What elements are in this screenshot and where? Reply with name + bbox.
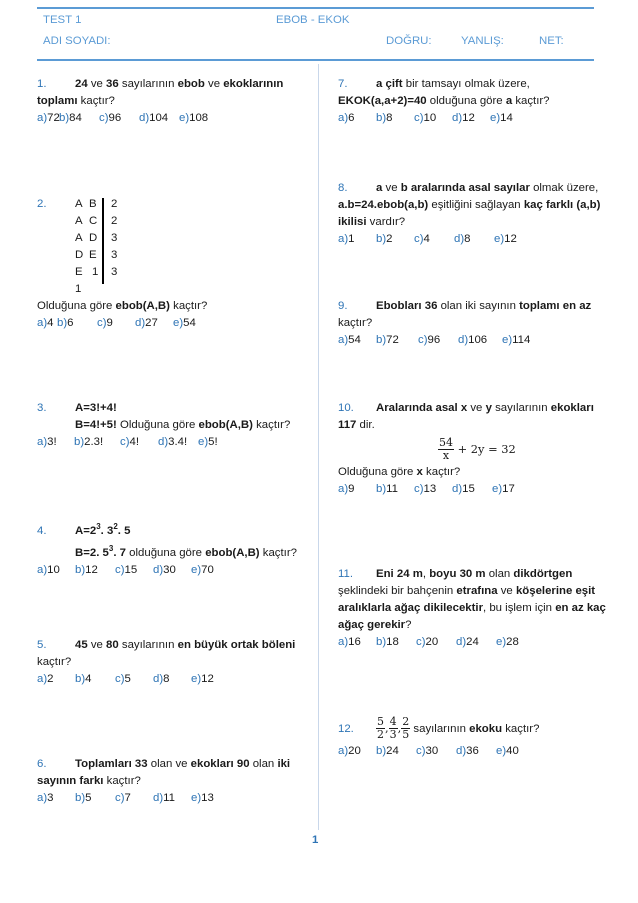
ladder-cell: E [89,249,97,261]
option-e [173,315,209,332]
option-d [153,562,191,579]
option-d [153,671,191,688]
option-e [191,562,227,579]
expr-b: B=4!+5! [75,419,117,431]
option-letter: b) [376,483,387,495]
option-c [414,481,452,498]
option-value: 12 [201,673,214,685]
option-d [135,315,173,332]
option-value: 3.4! [168,436,188,448]
ladder-bar [102,198,104,284]
option-e [496,634,532,651]
option-d [454,231,494,248]
page-number: 1 [312,834,319,846]
option-value: 72 [386,334,399,346]
option-letter: e) [496,636,507,648]
option-value: 2 [47,673,54,685]
option-value: 96 [427,334,441,346]
subject-title: EBOB - EKOK [276,14,350,26]
option-e [496,743,532,760]
option-value: 3! [47,436,57,448]
options [338,110,608,127]
options [37,562,305,579]
option-b [59,110,99,127]
option-c [120,434,158,451]
question-number: 9. [338,300,348,312]
option-value: 24 [386,745,399,757]
option-letter: b) [75,792,86,804]
option-a [37,110,59,127]
option-letter: a) [37,563,48,576]
options [37,434,305,451]
option-letter: d) [456,636,467,648]
option-value: 114 [512,334,531,346]
option-value: 8 [464,233,471,245]
option-letter: d) [454,233,465,245]
ladder-cell: D [89,232,98,244]
option-letter: b) [59,112,70,124]
option-letter: d) [153,563,164,576]
options [37,790,305,807]
option-letter: b) [74,436,85,448]
option-value: 13 [201,792,214,804]
expr-a: A=3!+4! [75,402,117,414]
option-a [37,790,75,807]
option-letter: d) [158,436,169,448]
option-value: 7 [124,792,131,804]
option-c [115,562,153,579]
option-letter: c) [416,745,426,757]
question-number: 10. [338,402,354,414]
option-letter: c) [416,636,426,648]
option-letter: a) [37,792,48,804]
prompt-text: Olduğuna göre [119,419,196,431]
option-letter: a) [338,334,349,346]
option-d [456,743,496,760]
option-d [452,481,492,498]
option-letter: d) [452,112,463,124]
option-letter: e) [191,792,202,804]
option-letter: b) [376,334,387,346]
option-value: 12 [462,112,475,124]
option-value: 4 [47,317,54,329]
ladder-cell: A [75,215,83,227]
question-number: 5. [37,639,47,651]
option-letter: c) [414,483,424,495]
option-value: 4 [85,673,92,685]
option-value: 16 [348,636,361,648]
option-letter: e) [173,317,184,329]
option-letter: a) [37,112,48,124]
option-value: 8 [386,112,393,124]
header-bottom-rule [37,59,594,61]
option-letter: a) [338,112,349,124]
question-number: 8. [338,182,348,194]
option-c [416,743,456,760]
question-8: 8. a ve b aralarında asal sayılar olmak üzere, a.b=24.ebob(a,b) eşitliğini sağlayan kaç farklı (a,b) ikilisi vardır? a)1 b)2 c)4 d)8 e)12 [338,180,608,248]
option-value: 54 [183,317,196,329]
option-a [37,562,75,579]
option-c [115,671,153,688]
option-value: 2 [386,233,393,245]
ladder-cell: D [75,249,84,261]
option-letter: b) [75,673,86,685]
option-b [376,634,416,651]
option-value: 2.3! [84,436,104,448]
option-b [376,481,414,498]
option-value: 28 [506,636,519,648]
wrong-label: YANLIŞ: [461,35,504,47]
question-5: 5. 45 ve 80 sayılarının en büyük ortak böleni kaçtır? a)2 b)4 c)5 d)8 e)12 [37,637,305,688]
option-value: 12 [85,563,98,576]
option-d [456,634,496,651]
question-12: 12. $\frac{5}{2}$ , $\frac{4}{3}$ , $\frac{2}{5}$ sayılarının ekoku kaçtır? a)20 b)24 c)30 d)36 e)40 [338,713,608,760]
option-letter: e) [502,334,513,346]
option-value: 10 [423,112,437,124]
question-1: 1. 24 ve 36 sayılarının ebob ve ekoklarının toplamı kaçtır? a)72b)84 c)96 d)104 e)108 [37,76,305,127]
question-10: 10. Aralarında asal x ve y sayılarının ekokları 117 dir. $\frac{54}{x}$ + 2y = 32 Olduğuna göre x kaçtır? a)9 b)11 c)13 d)15 e)17 [338,400,608,498]
question-2: A B 2 A C 2 A D 3 D E 3 E 1 3 1 Olduğuna göre ebob(A,B) kaçtır? a)4 b)6 c)9 d)27 e)54 [37,196,305,332]
test-label: TEST 1 [43,14,82,26]
option-value: 13 [423,483,437,495]
option-value: 84 [69,112,82,124]
ladder-cell: 1 [92,266,99,278]
options [338,231,608,248]
option-c [115,790,153,807]
option-a [338,481,376,498]
option-a [37,315,57,332]
ladder-cell: 2 [111,198,118,210]
option-b [57,315,97,332]
question-4: 4. $A=2^3$. $3^2$. 5 B=2. $5^3$. 7 olduğuna göre ebob(A,B) kaçtır? a)10 b)12 c)15 d)30 e)70 [37,518,305,579]
option-letter: e) [496,745,507,757]
option-e [502,332,538,349]
ladder-cell: E [75,266,83,278]
option-value: 6 [348,112,355,124]
option-value: 96 [108,112,122,124]
option-value: 8 [163,673,170,685]
option-a [338,634,376,651]
correct-label: DOĞRU: [386,35,432,47]
option-e [191,671,227,688]
option-value: 17 [502,483,515,495]
option-value: 30 [163,563,176,576]
option-c [414,110,452,127]
option-letter: a) [338,636,349,648]
option-e [179,110,219,127]
option-value: 36 [466,745,479,757]
division-ladder [75,196,175,298]
option-letter: e) [490,112,501,124]
option-letter: d) [458,334,469,346]
question-number: 3. [37,402,47,414]
options [37,315,305,332]
option-e [198,434,228,451]
option-letter: d) [135,317,146,329]
ladder-cell: B [89,198,97,210]
option-value: 14 [500,112,513,124]
option-e [191,790,227,807]
option-letter: b) [376,636,387,648]
option-value: 24 [466,636,479,648]
prompt-end: kaçtır? [173,300,208,312]
ladder-cell: 3 [111,266,118,278]
question-11: 11. Eni 24 m, boyu 30 m olan dikdörtgen şeklindeki bir bahçenin etrafına ve köşelerine eşit aralıklarla ağaç dikilecektir, bu işlem için en az kaç ağaç gerekir? a)16 b)18 c)20 d)24 e)28 [338,566,608,651]
option-value: 27 [145,317,158,329]
net-label: NET: [539,35,564,47]
option-c [414,231,454,248]
option-e [494,231,530,248]
option-value: 4 [423,233,430,245]
option-b [75,790,115,807]
option-letter: d) [153,792,164,804]
question-number: 2. [37,198,47,210]
option-value: 106 [468,334,488,346]
option-value: 9 [106,317,113,329]
option-c [416,634,456,651]
question-3 [37,400,305,451]
option-value: 11 [386,483,398,495]
option-b [75,562,115,579]
option-letter: c) [414,233,424,245]
options [37,671,305,688]
option-letter: a) [37,317,48,329]
option-a [37,434,74,451]
option-value: 20 [348,745,361,757]
option-value: 1 [348,233,355,245]
option-letter: a) [37,436,48,448]
option-value: 40 [506,745,519,757]
question-7: 7. a çift bir tamsayı olmak üzere, EKOK(a,a+2)=40 olduğuna göre a kaçtır? a)6 b)8 c)10 d)12 e)14 [338,76,608,127]
option-value: 5 [124,673,131,685]
option-c [97,315,135,332]
option-value: 15 [462,483,475,495]
option-letter: e) [191,673,202,685]
ladder-cell: 3 [111,232,118,244]
option-letter: c) [97,317,107,329]
option-letter: b) [376,112,387,124]
options [338,481,608,498]
equation: $\frac{54}{x}$ + 2y = 32 [439,436,516,463]
option-letter: c) [99,112,109,124]
option-letter: c) [115,563,125,576]
option-a [338,231,376,248]
option-value: 104 [149,112,169,124]
ladder-cell: A [75,198,83,210]
option-d [153,790,191,807]
options [338,634,608,651]
ladder-cell: 1 [75,283,82,295]
question-number: 1. [37,78,47,90]
option-value: 9 [348,483,355,495]
options [338,743,608,760]
option-letter: e) [179,112,190,124]
question-number: 12. [338,723,354,735]
option-value: 11 [163,792,175,804]
option-letter: c) [418,334,428,346]
option-value: 18 [386,636,399,648]
option-value: 30 [425,745,439,757]
ladder-cell: A [75,232,83,244]
options [338,332,608,349]
option-e [490,110,526,127]
question-9: 9. Ebobları 36 olan iki sayının toplamı en az kaçtır? a)54 b)72 c)96 d)106 e)114 [338,298,608,349]
option-a [338,110,376,127]
option-d [139,110,179,127]
question-6: 6. Toplamları 33 olan ve ekokları 90 olan iki sayının farkı kaçtır? a)3 b)5 c)7 d)11 e)13 [37,756,305,807]
option-value: 5 [85,792,92,804]
option-b [376,110,414,127]
option-value: 108 [189,112,209,124]
option-letter: a) [338,483,349,495]
option-b [74,434,120,451]
option-c [99,110,139,127]
option-letter: a) [37,673,48,685]
option-b [376,743,416,760]
option-d [458,332,502,349]
option-letter: b) [57,317,68,329]
option-letter: b) [376,745,387,757]
ladder-cell: C [89,215,98,227]
option-letter: a) [338,233,349,245]
option-value: 72 [47,112,60,124]
option-d [452,110,490,127]
prompt-end: kaçtır? [256,419,291,431]
option-b [75,671,115,688]
ladder-cell: 3 [111,249,118,261]
option-letter: e) [492,483,503,495]
option-letter: e) [191,563,202,576]
option-letter: b) [75,563,86,576]
prompt-target: ebob(A,B) [198,419,253,431]
option-letter: a) [338,745,349,757]
option-letter: e) [494,233,505,245]
option-value: 20 [425,636,439,648]
option-letter: c) [115,792,125,804]
option-letter: e) [198,436,209,448]
option-letter: c) [115,673,125,685]
option-value: 6 [67,317,74,329]
option-c [418,332,458,349]
question-number: 7. [338,78,348,90]
question-number: 11. [338,568,353,580]
option-value: 5! [208,436,218,448]
option-a [338,332,376,349]
option-value: 3 [47,792,54,804]
option-a [37,671,75,688]
option-e [492,481,528,498]
option-a [338,743,376,760]
option-value: 15 [124,563,138,576]
option-value: 12 [504,233,517,245]
option-letter: b) [376,233,387,245]
option-b [376,332,418,349]
option-value: 10 [47,563,60,576]
option-d [158,434,198,451]
option-letter: d) [153,673,164,685]
option-letter: c) [414,112,424,124]
option-letter: d) [139,112,150,124]
ladder-cell: 2 [111,215,118,227]
option-value: 70 [201,563,214,576]
option-b [376,231,414,248]
question-number: 6. [37,758,47,770]
option-letter: c) [120,436,130,448]
question-number: 4. [37,524,47,537]
name-label: ADI SOYADI: [43,35,111,47]
option-letter: d) [456,745,467,757]
column-divider [318,64,319,830]
header-top-rule [37,7,594,9]
option-value: 4! [129,436,139,448]
option-letter: d) [452,483,463,495]
options [37,110,305,127]
option-value: 54 [348,334,361,346]
